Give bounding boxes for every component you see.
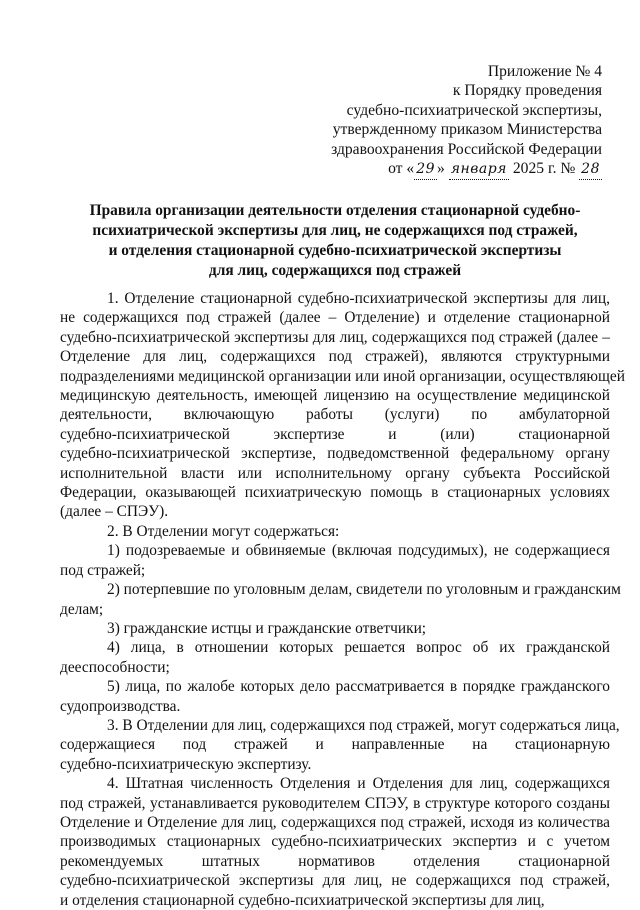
date-prefix: от « (388, 160, 415, 178)
paragraph-line: производимых стационарных судебно-психиатрических экспертиз и с учетом (60, 833, 610, 851)
paragraph-line: содержащиеся под стражей и направленные на стационарную (60, 736, 610, 754)
paragraph (60, 716, 620, 774)
appendix-header (290, 62, 602, 180)
paragraph-line: дееспособности; (60, 658, 170, 676)
paragraph (60, 522, 610, 541)
paragraph-line: судебно-психиатрической экспертизы для лиц, не содержащихся под стражей, (60, 872, 610, 890)
appendix-line: судебно-психиатрической экспертизы, (346, 101, 602, 119)
order-date-line (290, 159, 602, 180)
paragraph-line: 4. Штатная численность Отделения и Отделения для лиц, содержащихся (107, 775, 610, 793)
paragraph-line: 5) лица, по жалобе которых дело рассматривается в порядке гражданского (107, 678, 610, 696)
paragraph (60, 541, 610, 580)
paragraph-line: Федерации, оказывающей психиатрическую помощь в стационарных условиях (60, 484, 610, 502)
paragraph-line: подразделениями медицинской организации или иной организации, осуществляющей (60, 367, 625, 385)
paragraph-line: делам; (60, 600, 104, 618)
paragraph-line: судебно-психиатрическую экспертизу. (60, 755, 312, 773)
paragraph-line: и отделения стационарной судебно-психиатрической экспертизы для лиц, (60, 891, 545, 909)
document-body (60, 289, 625, 910)
paragraph-line: деятельности, включающую работы (услуги) по амбулаторной (60, 406, 610, 424)
paragraph-line: судопроизводства. (60, 697, 181, 715)
handwritten-day: 29 (414, 160, 437, 180)
paragraph-line: под стражей; (60, 561, 146, 579)
paragraph-line: судебно-психиатрической экспертизы для лиц, содержащихся под стражей (далее – (60, 328, 610, 346)
handwritten-month: января (449, 160, 509, 180)
paragraph-line: судебно-психиатрической экспертизе и (или) стационарной (60, 425, 610, 443)
handwritten-order-number: 28 (579, 160, 602, 180)
paragraph-line: 4) лица, в отношении которых решается вопрос об их гражданской (107, 639, 610, 657)
paragraph-line: под стражей, устанавливается руководителем СПЭУ, в структуре которого созданы (60, 794, 610, 812)
paragraph (60, 774, 610, 910)
appendix-line: здравоохранения Российской Федерации (331, 140, 602, 158)
appendix-number: Приложение № 4 (487, 63, 602, 80)
appendix-line: к Порядку проведения (452, 82, 602, 100)
title-line: психиатрической экспертизы для лиц, не содержащихся под стражей, (92, 222, 578, 239)
paragraph-line: медицинскую деятельность, имеющей лицензию на осуществление медицинской (60, 387, 610, 405)
paragraph-line: не содержащихся под стражей (далее – Отделение) и отделение стационарной (60, 309, 610, 327)
paragraph (60, 580, 621, 619)
paragraph-line: судебно-психиатрической экспертизе, подведомственной федеральному органу (60, 445, 610, 463)
title-line: и отделения стационарной судебно-психиатрической экспертизы (108, 242, 562, 259)
paragraph-line: 2) потерпевшие по уголовным делам, свидетели по уголовным и гражданским (107, 581, 621, 599)
paragraph-line: Отделение для лиц, содержащихся под стражей), являются структурными (60, 348, 610, 366)
date-quote: » (437, 160, 445, 178)
paragraph (60, 289, 625, 522)
title-line: Правила организации деятельности отделения стационарной судебно- (89, 202, 581, 219)
paragraph-line: рекомендуемых штатных нормативов отделения стационарной (60, 852, 610, 870)
date-year: 2025 г. № (512, 160, 576, 178)
paragraph (60, 677, 610, 716)
paragraph-line: 3. В Отделении для лиц, содержащихся под стражей, могут содержаться лица, (107, 716, 620, 734)
document-title (60, 201, 610, 281)
paragraph-line: 3) гражданские истцы и гражданские ответчики; (107, 619, 427, 637)
paragraph-line: 1. Отделение стационарной судебно-психиатрической экспертизы для лиц, (107, 290, 610, 307)
appendix-line: утвержденному приказом Министерства (332, 121, 602, 139)
paragraph-line: исполнительной власти или исполнительному органу субъекта Российской (60, 464, 610, 482)
title-line: для лиц, содержащихся под стражей (208, 262, 462, 279)
paragraph-line: 1) подозреваемые и обвиняемые (включая подсудимых), не содержащиеся (107, 542, 610, 560)
paragraph (60, 638, 610, 677)
paragraph-line: Отделение и Отделение для лиц, содержащихся под стражей, исходя из количества (60, 813, 610, 831)
paragraph (60, 619, 610, 638)
paragraph-line: 2. В Отделении могут содержаться: (107, 522, 340, 540)
paragraph-line: (далее – СПЭУ). (60, 503, 169, 521)
